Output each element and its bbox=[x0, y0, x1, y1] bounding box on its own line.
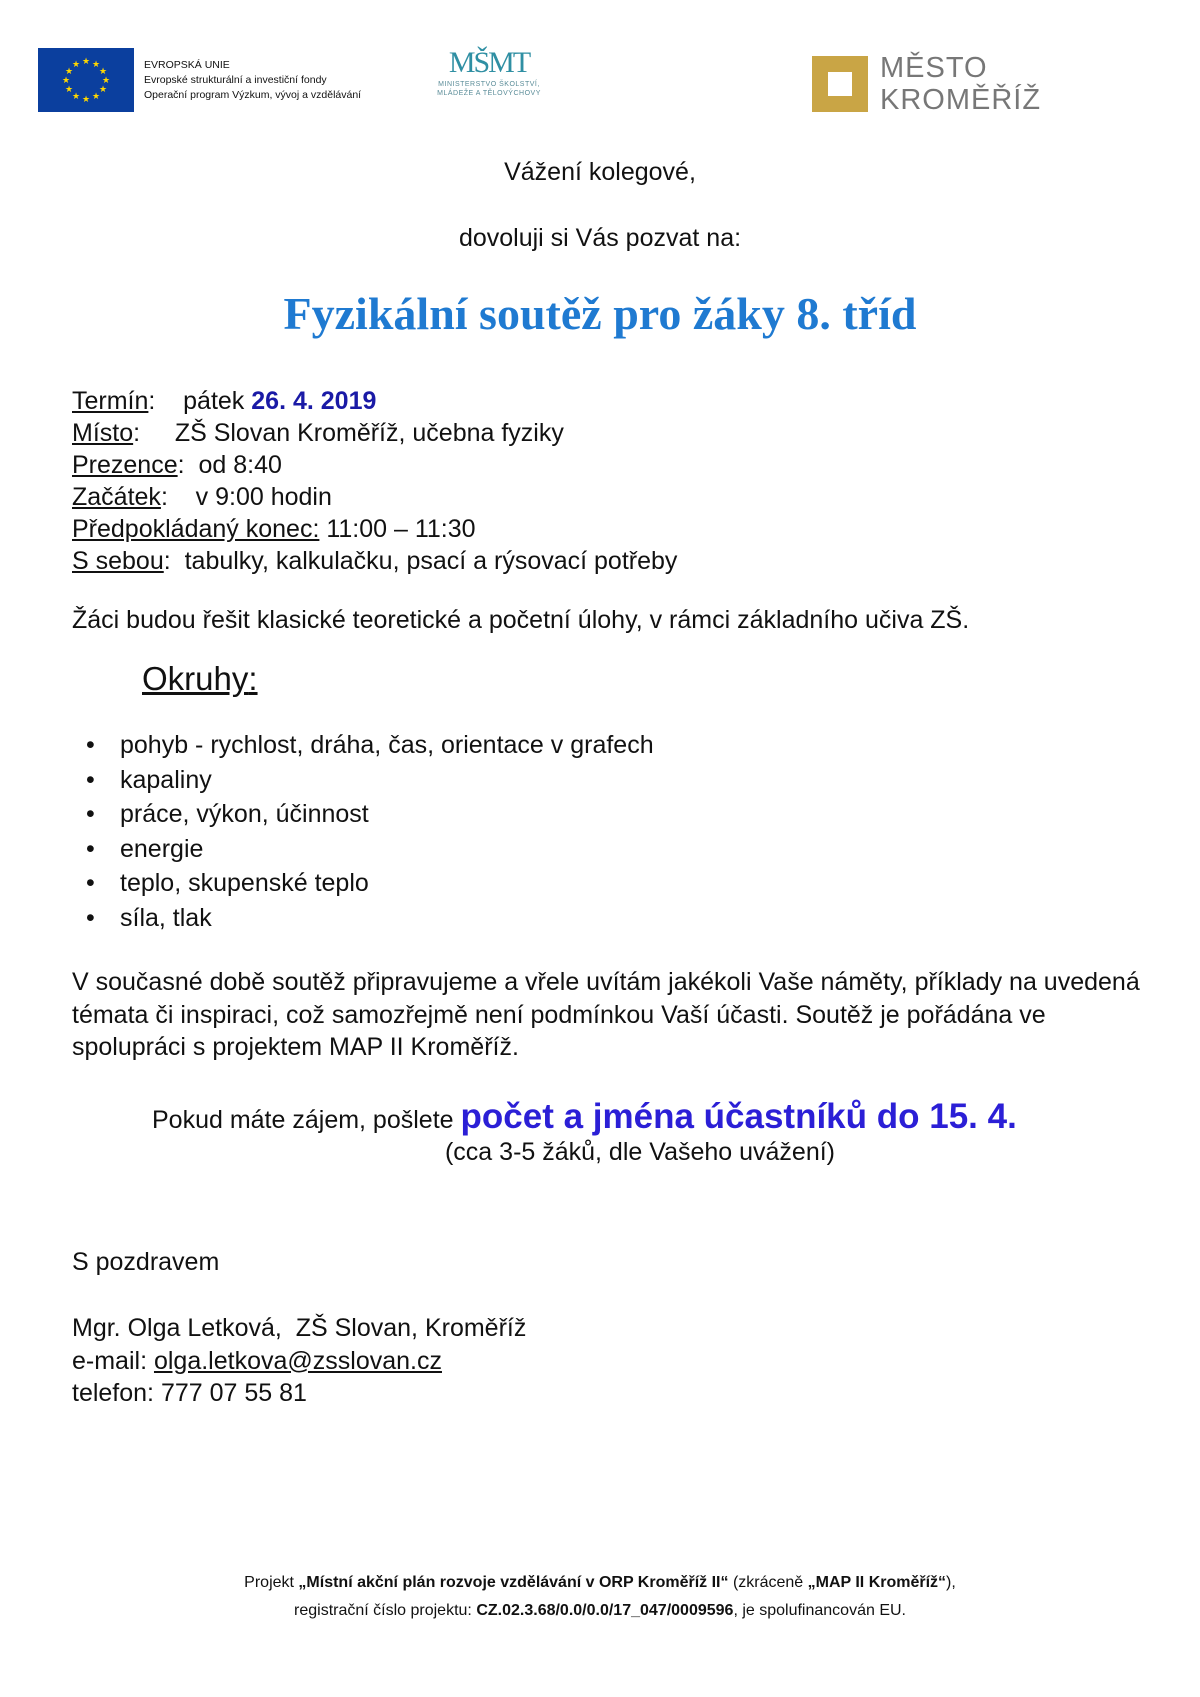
svg-text:★: ★ bbox=[64, 85, 74, 95]
sebou-label: S sebou bbox=[72, 547, 164, 575]
svg-text:★: ★ bbox=[98, 67, 108, 77]
request-prefix: Pokud máte zájem, pošlete bbox=[152, 1106, 454, 1134]
termin-label: Termín bbox=[72, 387, 149, 415]
signature bbox=[72, 1312, 526, 1410]
svg-text:★: ★ bbox=[81, 57, 91, 67]
mesto-logo-text bbox=[880, 52, 1041, 116]
msmt-monogram: MŠMT bbox=[448, 46, 530, 79]
topics-list bbox=[86, 728, 654, 935]
mesto-line1: MĚSTO bbox=[880, 52, 988, 84]
okruhy-heading: Okruhy: bbox=[142, 660, 258, 697]
list-item: • teplo, skupenské teplo bbox=[86, 869, 369, 897]
detail-zacatek: Začátek: v 9:00 hodin bbox=[72, 483, 332, 511]
svg-text:★: ★ bbox=[64, 67, 74, 77]
svg-text:★: ★ bbox=[98, 85, 108, 95]
signature-email-line bbox=[72, 1345, 526, 1378]
info-paragraph: V současné době soutěž připravujeme a vřele uvítám jakékoli Vaše náměty, příklady na uvedená témata či inspiraci, což samozřejmě není podmínkou Vaší účasti. Soutěž je pořádána ve spolupráci s projektem MAP II Kroměříž. bbox=[72, 968, 1140, 1061]
email-link[interactable]: olga.letkova@zsslovan.cz bbox=[153, 1346, 442, 1375]
footer-line2: registrační číslo projektu: CZ.02.3.68/0.0/0.0/17_047/0009596, je spolufinancován EU. bbox=[294, 1602, 906, 1619]
termin-date: 26. 4. 2019 bbox=[251, 387, 377, 415]
signature-phone: telefon: 777 07 55 81 bbox=[72, 1379, 307, 1407]
signature-name: Mgr. Olga Letková, ZŠ Slovan, Kroměříž bbox=[72, 1314, 527, 1342]
svg-text:★: ★ bbox=[61, 76, 71, 86]
svg-text:★: ★ bbox=[71, 92, 81, 102]
mesto-logo-square-icon bbox=[812, 56, 868, 112]
footer bbox=[0, 1569, 1200, 1625]
list-item: • pohyb - rychlost, dráha, čas, orientace v grafech bbox=[86, 731, 654, 759]
request-highlight: počet a jména účastníků do 15. 4. bbox=[460, 1097, 1017, 1136]
detail-termin: Termín: pátek 26. 4. 2019 bbox=[72, 387, 377, 415]
zacatek-label: Začátek bbox=[72, 483, 161, 511]
list-item: • kapaliny bbox=[86, 765, 212, 794]
svg-text:★: ★ bbox=[101, 76, 111, 86]
request-line bbox=[152, 1097, 1017, 1137]
list-item: • energie bbox=[86, 834, 204, 863]
detail-prezence: Prezence: od 8:40 bbox=[72, 451, 282, 479]
detail-konec bbox=[72, 513, 476, 545]
termin-prefix: pátek bbox=[183, 387, 245, 415]
invite-line: dovoluji si Vás pozvat na: bbox=[458, 224, 742, 252]
svg-text:★: ★ bbox=[71, 60, 81, 70]
eu-line1: EVROPSKÁ UNIE bbox=[144, 59, 230, 71]
svg-text:★: ★ bbox=[91, 60, 101, 70]
mesto-line2: KROMĚŘÍŽ bbox=[880, 84, 1042, 116]
eu-text-logo bbox=[144, 58, 361, 103]
svg-text:★: ★ bbox=[91, 92, 101, 102]
svg-text:★: ★ bbox=[81, 95, 91, 105]
greeting: Vážení kolegové, bbox=[504, 158, 696, 186]
list-item: • práce, výkon, účinnost bbox=[86, 800, 369, 828]
page-title: Fyzikální soutěž pro žáky 8. tříd bbox=[283, 288, 917, 339]
prezence-value: od 8:40 bbox=[198, 451, 282, 479]
eu-line3: Operační program Výzkum, vývoj a vzdělávání bbox=[144, 89, 362, 101]
students-text: Žáci budou řešit klasické teoretické a početní úlohy, v rámci základního učiva ZŠ. bbox=[72, 606, 970, 634]
request-sub: (cca 3-5 žáků, dle Vašeho uvážení) bbox=[444, 1138, 836, 1166]
eu-line2: Evropské strukturální a investiční fondy bbox=[144, 74, 327, 86]
detail-misto: Místo: ZŠ Slovan Kroměříž, učebna fyziky bbox=[72, 419, 564, 447]
footer-line1: Projekt „Místní akční plán rozvoje vzdělávání v ORP Kroměříž II“ (zkráceně „MAP II Kroměříž“), bbox=[244, 1574, 956, 1591]
konec-value: 11:00 – 11:30 bbox=[326, 515, 476, 543]
eu-stars-icon bbox=[38, 48, 134, 112]
eu-flag-logo bbox=[38, 48, 134, 112]
msmt-logo bbox=[424, 46, 554, 116]
misto-label: Místo bbox=[72, 419, 134, 447]
prezence-label: Prezence bbox=[72, 451, 178, 479]
msmt-sub1: MINISTERSTVO ŠKOLSTVÍ, bbox=[438, 81, 540, 88]
regards: S pozdravem bbox=[72, 1248, 220, 1276]
msmt-sub2: MLÁDEŽE A TĚLOVÝCHOVY bbox=[437, 90, 541, 97]
misto-value: ZŠ Slovan Kroměříž, učebna fyziky bbox=[174, 419, 564, 447]
konec-label: Předpokládaný konec: bbox=[72, 515, 320, 543]
sebou-value: tabulky, kalkulačku, psací a rýsovací potřeby bbox=[184, 547, 678, 575]
list-item: • síla, tlak bbox=[86, 903, 212, 932]
email-label: e-mail: bbox=[72, 1346, 148, 1375]
detail-sebou: S sebou: tabulky, kalkulačku, psací a rýsovací potřeby bbox=[72, 547, 678, 575]
okruhy-label: Okruhy bbox=[142, 660, 249, 697]
zacatek-value: v 9:00 hodin bbox=[195, 483, 332, 511]
